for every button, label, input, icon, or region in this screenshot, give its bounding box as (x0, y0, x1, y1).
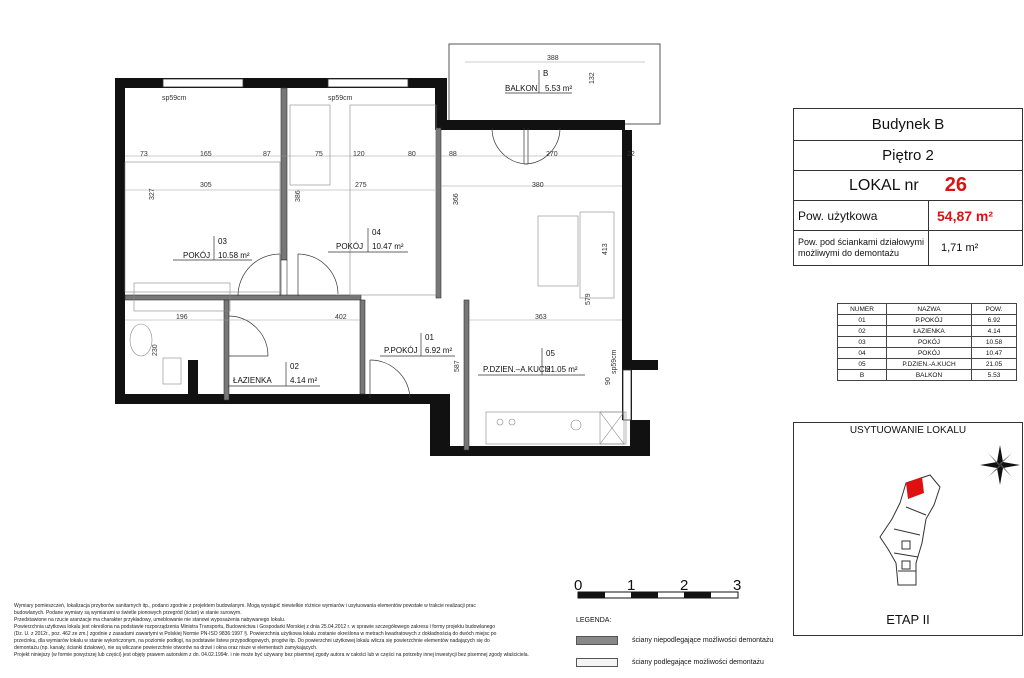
svg-text:03: 03 (218, 237, 227, 246)
lokal-row (794, 171, 1022, 201)
svg-text:4.14 m²: 4.14 m² (290, 376, 318, 385)
svg-text:POKÓJ: POKÓJ (183, 251, 211, 260)
location-panel (793, 422, 1023, 636)
table-row (838, 348, 1017, 359)
table-cell: 4.14 (972, 326, 1017, 337)
svg-text:22: 22 (627, 151, 635, 158)
balcony-label (505, 69, 572, 93)
note-line: Przedstawione na rzucie aranżacje ma charakter przykładowy, umeblowanie nie stanowi wyposażenia nabywanego lokalu. (14, 617, 286, 623)
svg-text:587: 587 (454, 360, 461, 372)
location-title: USYTUOWANIE LOKALU (849, 425, 967, 436)
legend-label: ściany podlegające możliwości demontażu (632, 659, 764, 666)
svg-text:305: 305 (200, 182, 212, 189)
table-cell: 02 (838, 326, 887, 337)
legend-item-demountable-walls (576, 658, 764, 667)
legend-swatch (576, 658, 618, 667)
scale-label: 2 (680, 577, 689, 594)
table-cell: ŁAZIENKA (887, 326, 972, 337)
apartment-info-panel (793, 108, 1023, 266)
table-row (838, 359, 1017, 370)
column-header: NAZWA (887, 304, 972, 315)
partition-row (794, 231, 1022, 265)
note-line: Wymiary pomieszczeń, lokalizacja przyborów sanitarnych itp., podano zgodnie z projektem budowlanym. Mogą wystąpić niewielkie różnice wymiarów i usytuowania elementów powstałe w trakcie realizacji prac (14, 603, 476, 609)
floor-row (794, 141, 1022, 171)
table-cell: P.DZIEN.-A.KUCH (887, 359, 972, 370)
area-value: 54,87 m² (937, 207, 994, 224)
svg-text:73: 73 (140, 151, 148, 158)
note-line: (Dz. U. z 2012r., poz. 462 ze zm.) zgodnie z zasadami zawartymi w Polskiej Normie PN-ISO 9836:1997 §. Powierzchnia użytkowa lokalu zostanie określona w metrach kwadratowych z dokładnością do dwóch miejsc po (14, 631, 497, 637)
table-cell: 01 (838, 315, 887, 326)
note-line: Powierzchnia użytkowa lokalu jest określona na podstawie rozporządzenia Ministra Transportu, Budownictwa i Gospodarki Morskiej z dnia 25.04.2012 r. w sprawie szczegółowego zakresu i formy projektu budowlanego (14, 624, 496, 630)
svg-text:386: 386 (295, 190, 302, 202)
svg-text:388: 388 (547, 55, 559, 62)
svg-text:75: 75 (315, 151, 323, 158)
scale-bar (578, 592, 738, 598)
floor-name: Piętro 2 (882, 147, 934, 164)
svg-text:87: 87 (263, 151, 271, 158)
svg-text:P.DZIEN.–A.KUCH: P.DZIEN.–A.KUCH (483, 365, 551, 374)
table-cell: 10.47 (972, 348, 1017, 359)
room-label-03 (173, 236, 252, 260)
table-cell: POKÓJ (887, 348, 972, 359)
window-label: sp59cm (328, 95, 353, 102)
svg-text:88: 88 (449, 151, 457, 158)
table-cell: 21.05 (972, 359, 1017, 370)
svg-text:B: B (543, 69, 549, 78)
svg-text:366: 366 (453, 193, 460, 205)
svg-text:196: 196 (176, 314, 188, 321)
table-row (838, 326, 1017, 337)
room-label-01 (380, 333, 455, 356)
table-cell: BALKON (887, 370, 972, 381)
note-line: przecinku, dla wymiarów lokalu w stanie wykończonym, na poziomie podłogi, na podstawie listew przypodłogowych, progów itp. Do powierzchni użytkowej lokalu wlicza się powierzchnie elementów nadających się do (14, 638, 490, 644)
dimension-lines (125, 62, 645, 320)
svg-text:P.POKÓJ: P.POKÓJ (384, 346, 418, 355)
scale-label: 3 (733, 577, 742, 594)
svg-text:04: 04 (372, 228, 381, 237)
svg-text:270: 270 (546, 151, 558, 158)
window-label: sp59cm (611, 349, 618, 374)
svg-text:380: 380 (532, 182, 544, 189)
table-cell: 03 (838, 337, 887, 348)
svg-text:363: 363 (535, 314, 547, 321)
table-row (838, 337, 1017, 348)
note-line: demontażu (np. kanały, ścianki działowe), nie są wliczane powierzchnie otworów na drzwi i okna oraz nisze w elementach zamykających. (14, 645, 318, 651)
svg-text:21.05 m²: 21.05 m² (546, 365, 578, 374)
scale-label: 0 (574, 577, 583, 594)
svg-text:ŁAZIENKA: ŁAZIENKA (233, 376, 272, 385)
table-cell: 04 (838, 348, 887, 359)
table-cell: POKÓJ (887, 337, 972, 348)
window-label: sp59cm (162, 95, 187, 102)
table-header-row (838, 304, 1017, 315)
svg-text:10.47 m²: 10.47 m² (372, 242, 404, 251)
svg-text:10.58 m²: 10.58 m² (218, 251, 250, 260)
column-header: POW. (972, 304, 1017, 315)
partition-value: 1,71 m² (941, 242, 979, 254)
legend-title: LEGENDA: (576, 617, 612, 624)
svg-text:413: 413 (602, 243, 609, 255)
svg-text:165: 165 (200, 151, 212, 158)
svg-text:402: 402 (335, 314, 347, 321)
table-row (838, 370, 1017, 381)
svg-text:02: 02 (290, 362, 299, 371)
svg-text:275: 275 (355, 182, 367, 189)
stage-label: ETAP II (886, 612, 930, 627)
dimension-texts (140, 55, 635, 385)
footnotes (14, 603, 534, 659)
area-row (794, 201, 1022, 231)
table-cell: 5.53 (972, 370, 1017, 381)
room-label-04 (328, 228, 408, 252)
building-name: Budynek B (871, 116, 945, 133)
location-map (794, 423, 1022, 635)
svg-text:80: 80 (408, 151, 416, 158)
table-row (838, 315, 1017, 326)
scale-label: 1 (627, 577, 636, 594)
svg-text:BALKON: BALKON (505, 84, 538, 93)
room-label-05 (478, 348, 585, 375)
room-label-02 (228, 362, 320, 386)
svg-text:6.92 m²: 6.92 m² (425, 346, 453, 355)
table-cell: P.POKÓJ (887, 315, 972, 326)
svg-text:POKÓJ: POKÓJ (336, 242, 364, 251)
note-line: budowlanych. Podane wymiary są wymiarami w świetle pionowych przegród (ścian) w stanie surowym. (14, 610, 242, 616)
partition-label: Pow. pod ściankami działowymi możliwymi do demontażu (794, 231, 929, 265)
table-cell: B (838, 370, 887, 381)
svg-text:230: 230 (152, 344, 159, 356)
legend-item-fixed-walls (576, 636, 773, 645)
exterior-walls (115, 78, 658, 456)
rooms-table (837, 303, 1017, 381)
area-label: Pow. użytkowa (794, 201, 929, 230)
lokal-label: LOKAL nr (849, 176, 919, 194)
note-line: Projekt niniejszy (w formie powyższej lub części) jest objęty prawem autorskim z dn. 04.02.1994r. i nie może być używany bez pisemnej zgody autora w całości lub w części na potrzeby innej inwestycji bez pisemnej zgody właściciela. (14, 652, 529, 658)
svg-text:90: 90 (605, 377, 612, 385)
table-cell: 05 (838, 359, 887, 370)
svg-text:579: 579 (585, 293, 592, 305)
svg-text:120: 120 (353, 151, 365, 158)
building-row (794, 109, 1022, 141)
table-cell: 10.58 (972, 337, 1017, 348)
svg-text:327: 327 (149, 188, 156, 200)
svg-text:05: 05 (546, 349, 555, 358)
svg-text:5.53 m²: 5.53 m² (545, 84, 573, 93)
column-header: NUMER (838, 304, 887, 315)
svg-text:132: 132 (589, 72, 596, 84)
doors (229, 128, 560, 398)
highlighted-unit (906, 477, 924, 499)
svg-text:01: 01 (425, 333, 434, 342)
legend-swatch (576, 636, 618, 645)
table-cell: 6.92 (972, 315, 1017, 326)
lokal-number: 26 (944, 174, 967, 196)
legend-label: ściany niepodlegające możliwości demontażu (632, 637, 774, 644)
compass-icon (980, 445, 1020, 485)
